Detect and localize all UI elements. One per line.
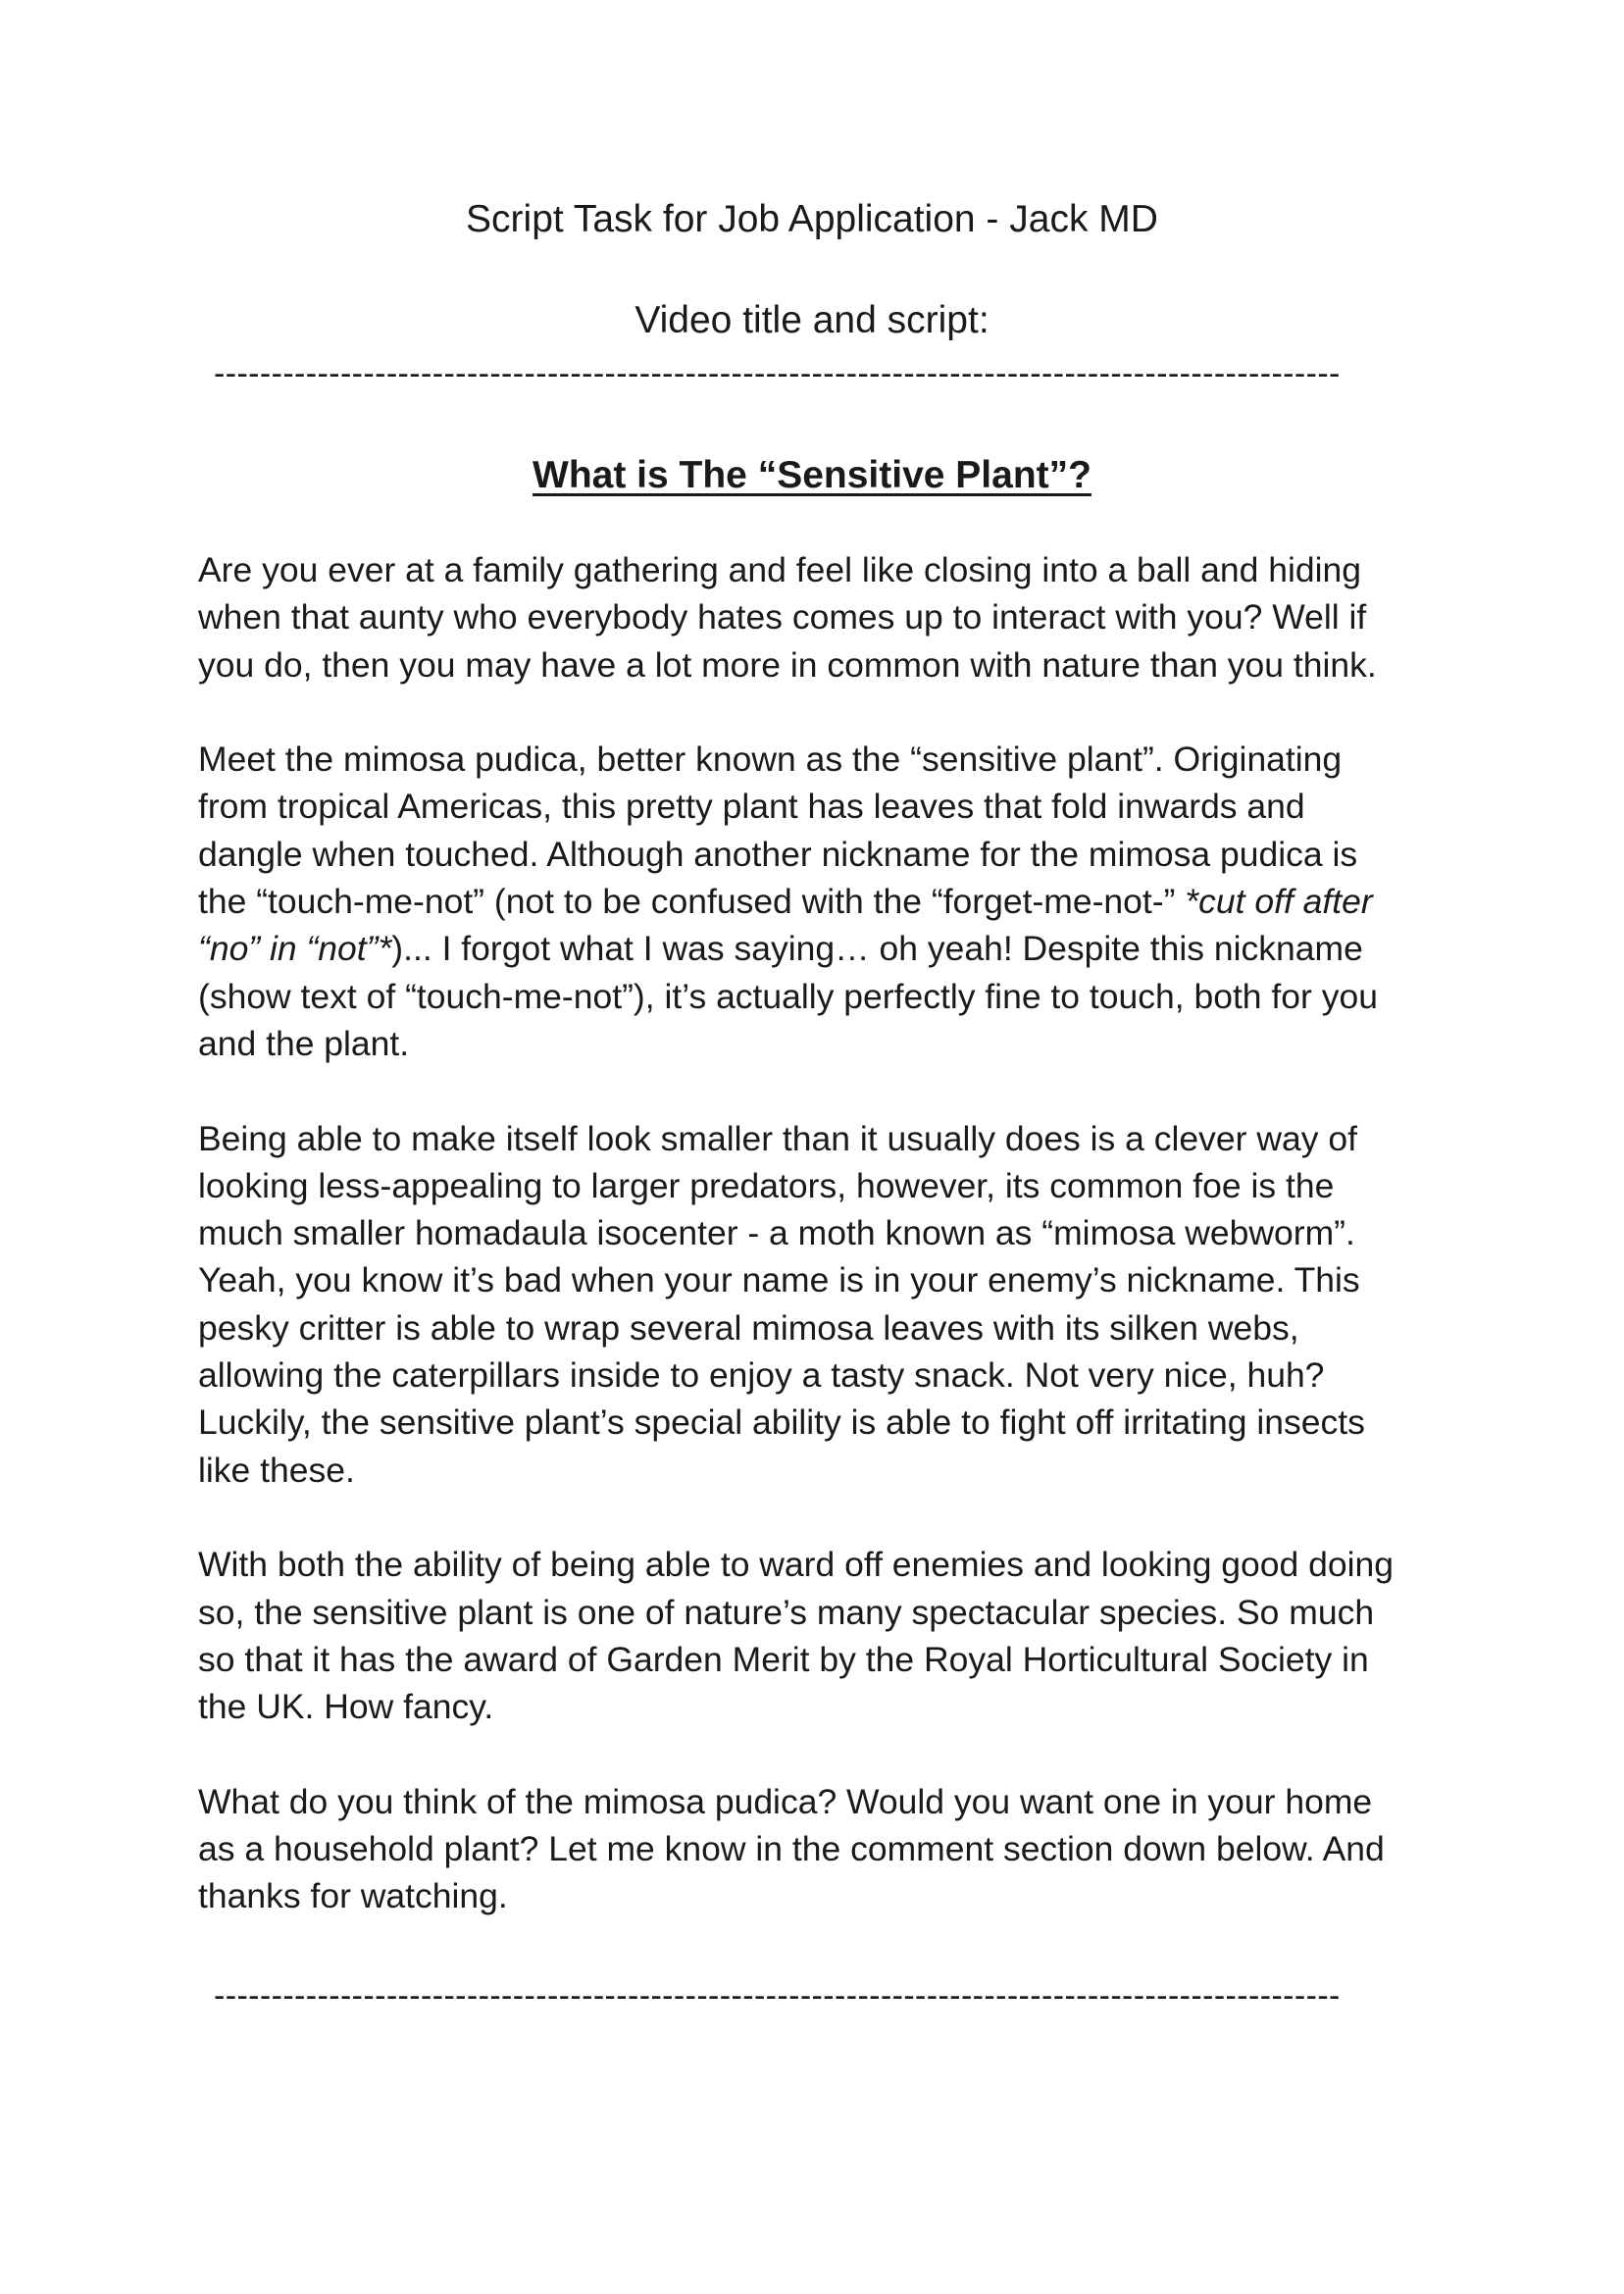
paragraph-line: [198, 878, 1428, 925]
line-text: the “touch-me-not” (not to be confused with the “forget-me-not-”: [198, 882, 1186, 922]
paragraph-line: and the plant.: [198, 1023, 410, 1063]
paragraph-line: so, the sensitive plant is one of nature’s many spectacular species. So much: [198, 1592, 1375, 1632]
paragraph-line: looking less-appealing to larger predators, however, its common foe is the: [198, 1165, 1335, 1205]
paragraph-line: pesky critter is able to wrap several mimosa leaves with its silken webs,: [198, 1307, 1299, 1348]
paragraph-4: [198, 1541, 1428, 1730]
paragraph-line: [198, 925, 1428, 972]
paragraph-line: allowing the caterpillars inside to enjoy a tasty snack. Not very nice, huh?: [198, 1355, 1325, 1396]
divider-bottom: --------------------------------------------------------------------------------------------------: [214, 1977, 1341, 2014]
paragraph-line: dangle when touched. Although another nickname for the mimosa pudica is: [198, 834, 1358, 874]
paragraph-line: the UK. How fancy.: [198, 1687, 494, 1727]
paragraph-1: [198, 546, 1428, 688]
paragraph-line: you do, then you may have a lot more in common with nature than you think.: [198, 644, 1377, 685]
document-heading: Script Task for Job Application - Jack MD: [466, 198, 1158, 240]
line-text: )... I forgot what I was saying… oh yeah! Despite this nickname: [391, 929, 1363, 969]
paragraph-line: when that aunty who everybody hates comes up to interact with you? Well if: [198, 597, 1367, 637]
paragraph-line: With both the ability of being able to ward off enemies and looking good doing: [198, 1545, 1394, 1585]
paragraph-line: Yeah, you know it’s bad when your name is in your enemy’s nickname. This: [198, 1260, 1360, 1300]
script-title-text: What is The “Sensitive Plant”?: [533, 454, 1091, 496]
paragraph-line: What do you think of the mimosa pudica? Would you want one in your home: [198, 1781, 1373, 1821]
paragraph-line: Meet the mimosa pudica, better known as the “sensitive plant”. Originating: [198, 739, 1343, 780]
paragraph-5: [198, 1778, 1428, 1920]
script-body: [198, 546, 1428, 1967]
paragraph-line: Being able to make itself look smaller than it usually does is a clever way of: [198, 1118, 1357, 1158]
paragraph-line: as a household plant? Let me know in the comment section down below. And: [198, 1829, 1385, 1869]
paragraph-line: Are you ever at a family gathering and feel like closing into a ball and hiding: [198, 550, 1362, 589]
paragraph-line: much smaller homadaula isocenter - a moth known as “mimosa webworm”.: [198, 1213, 1355, 1253]
paragraph-line: Luckily, the sensitive plant’s special ability is able to fight off irritating insects: [198, 1402, 1365, 1443]
paragraph-2: [198, 736, 1428, 1067]
paragraph-3: [198, 1115, 1428, 1494]
document-subheading: Video title and script:: [634, 299, 990, 341]
stage-direction-italic: *cut off after: [1185, 882, 1373, 922]
paragraph-line: (show text of “touch-me-not”), it’s actually perfectly fine to touch, both for you: [198, 976, 1378, 1016]
stage-direction-italic: “no” in “not”*: [198, 929, 392, 969]
paragraph-line: thanks for watching.: [198, 1876, 508, 1916]
script-title: [0, 451, 1624, 500]
divider-top: --------------------------------------------------------------------------------------------------: [214, 355, 1341, 392]
paragraph-line: like these.: [198, 1450, 355, 1490]
paragraph-line: so that it has the award of Garden Merit by the Royal Horticultural Society in: [198, 1639, 1369, 1679]
paragraph-line: from tropical Americas, this pretty plant has leaves that fold inwards and: [198, 787, 1305, 827]
